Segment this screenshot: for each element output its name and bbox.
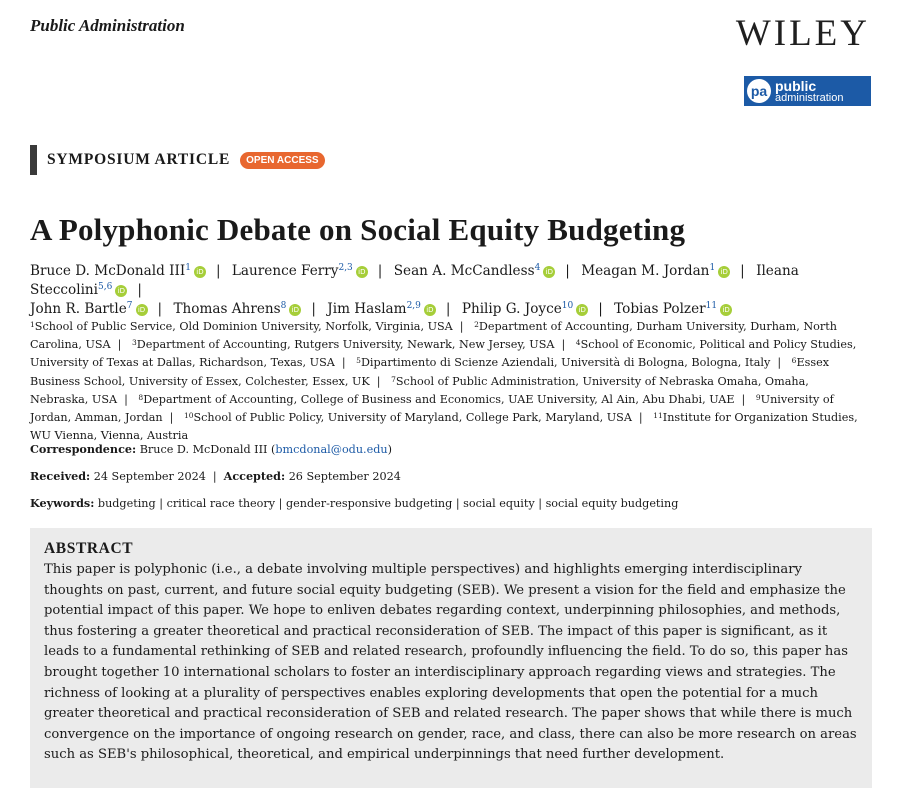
article-title: A Polyphonic Debate on Social Equity Budgeting — [30, 212, 686, 247]
author: Laurence Ferry$^{2,3}$ iD — [232, 263, 371, 279]
orcid-icon[interactable]: iD — [543, 266, 555, 278]
keyword[interactable]: critical race theory — [166, 497, 276, 510]
pa-logo-line2: administration — [775, 91, 844, 104]
open-access-badge[interactable]: OPEN ACCESS — [240, 152, 324, 169]
email-link[interactable]: bmcdonal@odu.edu — [275, 443, 388, 456]
keywords: Keywords: budgeting | critical race theory | gender-responsive budgeting | social equity | social equity budgeting — [30, 496, 679, 510]
author: Philip G. Joyce$^{10}$ iD — [462, 301, 591, 317]
orcid-icon[interactable]: iD — [356, 266, 368, 278]
abstract-text: This paper is polyphonic (i.e., a debate involving multiple perspectives) and highlights emerging interdisciplinary thoughts on past, current, and future social equity budgeting (SEB). We present a vision for the field and emphasize the potential impact of this paper. We hope to enliven debates regarding context, underpinning philosophies, and methods, thus fostering a greater theoretical and practical reconsideration of SEB. The impact of this paper is significant, as it leads to a fundamental rethinking of SEB and related research, profoundly influencing the field. To do so, this paper has brought together 10 international scholars to foster an interdisciplinary approach regarding views and strategies. The richness of looking at a plurality of perspectives enables exploring developments that open the potential for a much greater theoretical and practical reconsideration of SEB and related research. The paper shows that while there is much convergence on the importance of ongoing research on gender, race, and class, there can also be more research on areas such as SEB's philosophical, theoretical, and empirical underpinnings that need further development. — [44, 562, 857, 763]
abstract-heading: ABSTRACT — [44, 540, 134, 557]
keyword[interactable]: social equity — [463, 497, 535, 510]
dates: Received: 24 September 2024 | Accepted: 26 September 2024 — [30, 469, 401, 483]
journal-logo — [744, 76, 871, 106]
keyword[interactable]: budgeting — [97, 497, 156, 510]
author-list: Bruce D. McDonald III$^1$ iD | Laurence Ferry$^{2,3}$ iD | Sean A. McCandless$^4$ iD | Meagan M. Jordan$^1$ iD | Ileana Steccolini$^{5,6}$ iD | John R. Bartle$^7$ iD | Thomas Ahrens$^8$ iD | Jim Haslam$^{2,9}$ iD | Philip G. Joyce$^{10}$ iD | Tobias Polzer$^{11}$ iD — [30, 263, 799, 317]
orcid-icon[interactable]: iD — [576, 304, 588, 316]
orcid-icon[interactable]: iD — [136, 304, 148, 316]
author: Tobias Polzer$^{11}$ iD — [614, 301, 735, 317]
author: Jim Haslam$^{2,9}$ iD — [327, 301, 439, 317]
journal-name: Public Administration — [30, 16, 185, 35]
keyword[interactable]: social equity budgeting — [545, 497, 679, 510]
publisher-logo: WILEY — [735, 13, 870, 54]
orcid-icon[interactable]: iD — [115, 285, 127, 297]
author: John R. Bartle$^7$ iD — [30, 301, 151, 317]
pa-logo-line1: public — [775, 77, 817, 94]
orcid-icon[interactable]: iD — [718, 266, 730, 278]
correspondence: Correspondence: Bruce D. McDonald III (bmcdonal@odu.edu) — [30, 442, 392, 456]
abstract-box — [30, 528, 872, 788]
orcid-icon[interactable]: iD — [289, 304, 301, 316]
author: Sean A. McCandless$^4$ iD — [394, 263, 559, 279]
keyword[interactable]: gender-responsive budgeting — [285, 497, 453, 510]
affiliations: $^1$School of Public Service, Old Dominion University, Norfolk, Virginia, USA | $^2$Department of Accounting, Durham University, Durham, North Carolina, USA | $^3$Department of Accounting, Rutgers University, Newark, New Jersey, USA | $^4$School of Economic, Political and Policy Studies, University of Texas at Dallas, Richardson, Texas, USA | $^5$Dipartimento di Scienze Aziendali, Università di Bologna, Bologna, Italy | $^6$Essex Business School, University of Essex, Colchester, Essex, UK | $^7$School of Public Administration, University of Nebraska Omaha, Omaha, Nebraska, USA | $^8$Department of Accounting, College of Business and Economics, UAE University, Al Ain, Abu Dhabi, UAE | $^9$University of Jordan, Amman, Jordan | $^{10}$School of Public Policy, University of Maryland, College Park, Maryland, USA | $^{11}$Institute for Organization Studies, WU Vienna, Vienna, Austria — [30, 320, 858, 443]
orcid-icon[interactable]: iD — [720, 304, 732, 316]
article-type: SYMPOSIUM ARTICLE — [47, 151, 231, 168]
orcid-icon[interactable]: iD — [194, 266, 206, 278]
article-type-banner — [30, 145, 325, 175]
author: Thomas Ahrens$^8$ iD — [173, 301, 304, 317]
author: Bruce D. McDonald III$^1$ iD — [30, 263, 209, 279]
author: Ileana Steccolini$^{5,6}$ iD — [30, 263, 799, 298]
author: Meagan M. Jordan$^1$ iD — [581, 263, 733, 279]
orcid-icon[interactable]: iD — [424, 304, 436, 316]
pa-logo-mark: pa — [747, 79, 771, 103]
